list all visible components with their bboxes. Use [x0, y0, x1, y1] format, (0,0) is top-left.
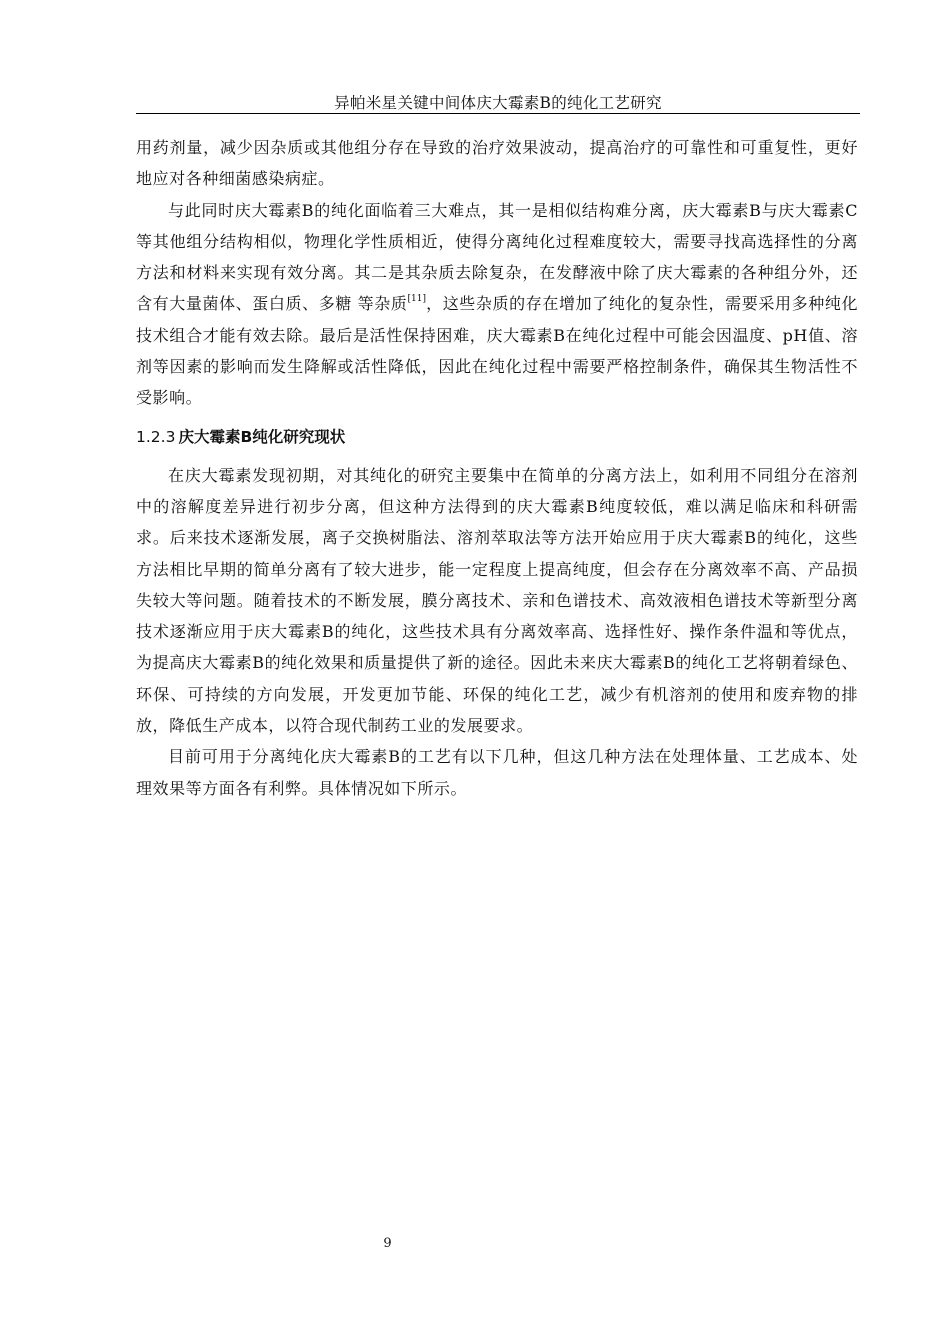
- section-number: 1.2.3: [136, 427, 176, 446]
- paragraph-continuation: 用药剂量，减少因杂质或其他组分存在导致的治疗效果波动，提高治疗的可靠性和可重复性，更好地应对各种细菌感染病症。: [136, 138, 858, 189]
- paragraph-methods-intro: 目前可用于分离纯化庆大霉素B的工艺有以下几种，但这几种方法在处理体量、工艺成本、处理效果等方面各有利弊。具体情况如下所示。: [136, 747, 858, 798]
- paragraph-purification-difficulties: [136, 195, 858, 414]
- section-title: 庆大霉素B纯化研究现状: [178, 427, 346, 446]
- section-heading: [136, 423, 858, 451]
- paragraph-text: 与此同时庆大霉素B的纯化面临着三大难点，其一是相似结构难分离，庆大霉素B与庆大霉素C等其他组分结构相似，物理化学性质相近，使得分离纯化过程难度较大，需要寻找高选择性的分离方法和材料来实现有效分离。其二是其杂质去除复杂，在发酵液中除了庆大霉素的各种组分外，还含有大量菌体、蛋白质、多糖 等杂质: [136, 200, 858, 314]
- page-number: 9: [383, 1236, 392, 1251]
- running-header: [136, 92, 860, 114]
- header-divider: [136, 113, 860, 114]
- citation-reference[interactable]: [11]: [407, 294, 427, 305]
- paragraph-research-status: 在庆大霉素发现初期，对其纯化的研究主要集中在简单的分离方法上，如利用不同组分在溶剂中的溶解度差异进行初步分离，但这种方法得到的庆大霉素B纯度较低，难以满足临床和科研需求。后来技术逐渐发展，离子交换树脂法、溶剂萃取法等方法开始应用于庆大霉素B的纯化，这些方法相比早期的简单分离有了较大进步，能一定程度上提高纯度，但会存在分离效率不高、产品损失较大等问题。随着技术的不断发展，膜分离技术、亲和色谱技术、高效液相色谱技术等新型分离技术逐渐应用于庆大霉素B的纯化，这些技术具有分离效率高、选择性好、操作条件温和等优点，为提高庆大霉素B的纯化效果和质量提供了新的途径。因此未来庆大霉素B的纯化工艺将朝着绿色、环保、可持续的方向发展，开发更加节能、环保的纯化工艺，减少有机溶剂的使用和废弃物的排放，降低生产成本，以符合现代制药工业的发展要求。: [136, 465, 858, 736]
- paragraph-text: ，这些杂质的存在增加了纯化的复杂性，需要采用多种纯化技术组合才能有效去除。最后是活性保持困难，庆大霉素B在纯化过程中可能会因温度、pH值、溶剂等因素的影响而发生降解或活性降低，因此在纯化过程中需要严格控制条件，确保其生物活性不受影响。: [136, 294, 858, 408]
- body-text: [136, 132, 858, 804]
- running-header-title: 异帕米星关键中间体庆大霉素B的纯化工艺研究: [334, 94, 662, 112]
